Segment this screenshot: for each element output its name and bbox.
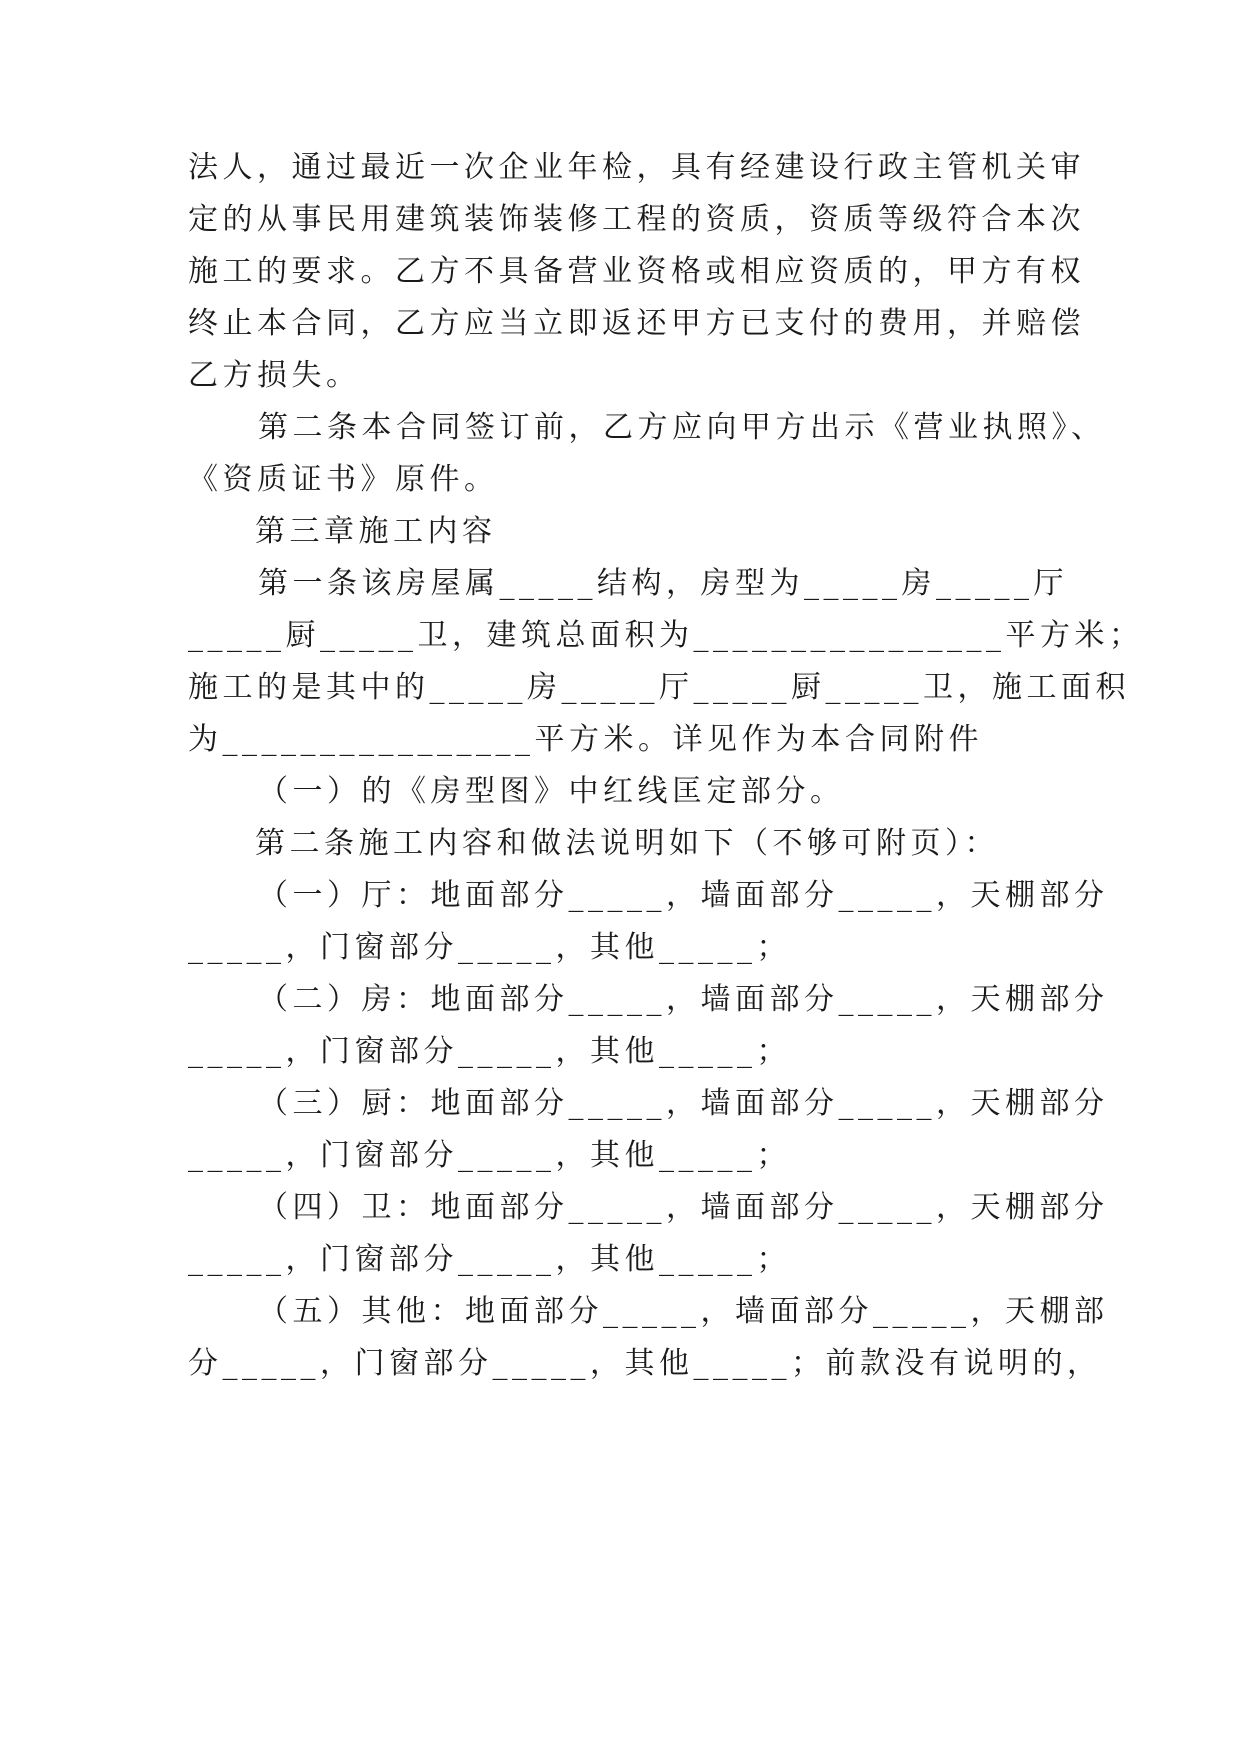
body-line: 法人，通过最近一次企业年检，具有经建设行政主管机关审 xyxy=(188,150,1085,185)
list-item-line: （四）卫：地面部分_____，墙面部分_____，天棚部分 xyxy=(258,1190,1109,1225)
list-item-line: （三）厨：地面部分_____，墙面部分_____，天棚部分 xyxy=(258,1086,1109,1121)
list-item-line: （二）房：地面部分_____，墙面部分_____，天棚部分 xyxy=(258,982,1109,1017)
list-item-continuation: _____，门窗部分_____，其他_____； xyxy=(188,1138,791,1173)
article-line: 第一条该房屋属_____结构，房型为_____房_____厅 xyxy=(258,566,1068,601)
body-line: 《资质证书》原件。 xyxy=(188,462,499,497)
body-line: 乙方损失。 xyxy=(188,358,361,393)
body-line: 定的从事民用建筑装饰装修工程的资质，资质等级符合本次 xyxy=(188,202,1085,237)
body-line: _____厨_____卫，建筑总面积为________________平方米； xyxy=(188,618,1144,653)
body-line: （一）的《房型图》中红线匡定部分。 xyxy=(258,774,845,809)
body-line: 为________________平方米。详见作为本合同附件 xyxy=(188,722,983,757)
body-line: 终止本合同，乙方应当立即返还甲方已支付的费用，并赔偿 xyxy=(188,306,1085,341)
article-line: 第二条本合同签订前，乙方应向甲方出示《营业执照》、 xyxy=(258,410,1106,445)
list-item-continuation: _____，门窗部分_____，其他_____； xyxy=(188,1034,791,1069)
list-item-continuation: 分_____，门窗部分_____，其他_____；前款没有说明的， xyxy=(188,1346,1102,1381)
list-item-line: （五）其他：地面部分_____，墙面部分_____，天棚部 xyxy=(258,1294,1109,1329)
chapter-heading: 第三章施工内容 xyxy=(255,514,497,549)
list-item-continuation: _____，门窗部分_____，其他_____； xyxy=(188,1242,791,1277)
body-line: 施工的要求。乙方不具备营业资格或相应资质的，甲方有权 xyxy=(188,254,1085,289)
article-line: 第二条施工内容和做法说明如下（不够可附页）： xyxy=(255,826,999,861)
list-item-line: （一）厅：地面部分_____，墙面部分_____，天棚部分 xyxy=(258,878,1109,913)
body-line: 施工的是其中的_____房_____厅_____厨_____卫，施工面积 xyxy=(188,670,1130,705)
list-item-continuation: _____，门窗部分_____，其他_____； xyxy=(188,930,791,965)
